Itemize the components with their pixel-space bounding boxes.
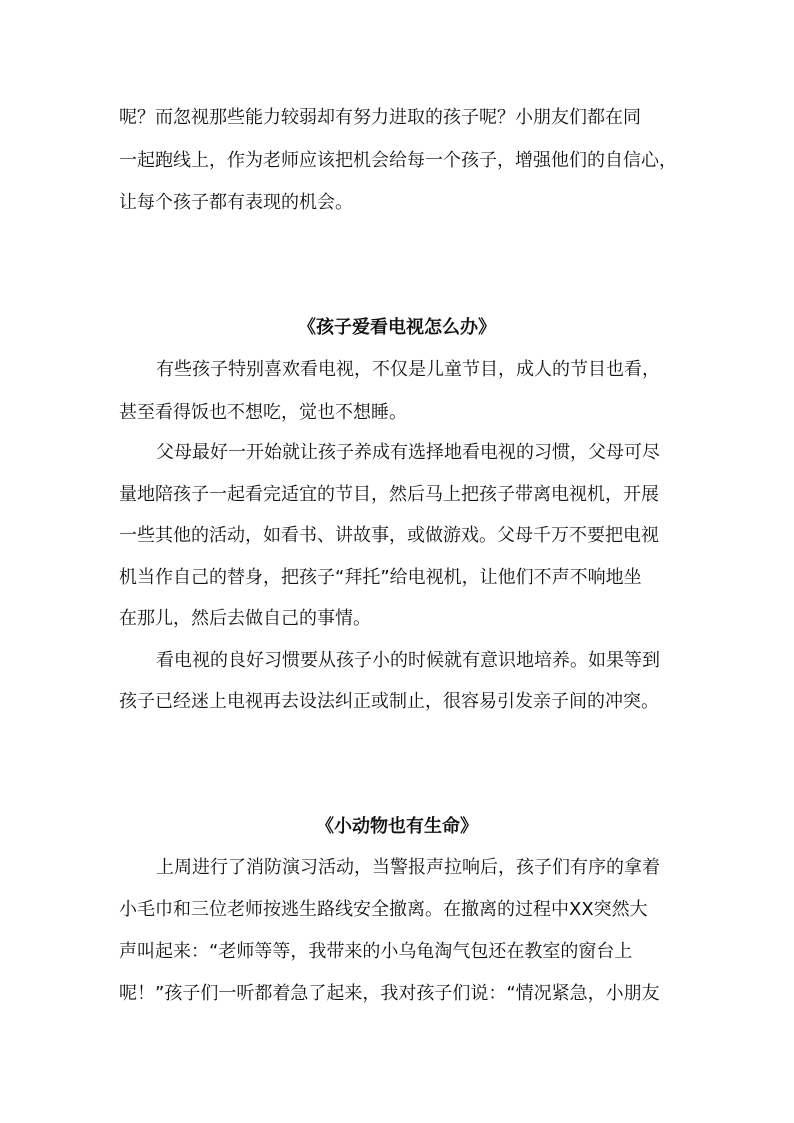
paragraph-line: 呢！”孩子们一听都着急了起来，我对孩子们说：“情况紧急，小朋友 <box>119 983 660 1004</box>
paragraph-line: 看电视的良好习惯要从孩子小的时候就有意识地培养。如果等到 <box>156 650 660 671</box>
paragraph-line: 在那儿，然后去做自己的事情。 <box>119 608 371 629</box>
paragraph-line: 量地陪孩子一起看完适宜的节目，然后马上把孩子带离电视机，开展 <box>119 484 659 505</box>
paragraph-line: 父母最好一开始就让孩子养成有选择地看电视的习惯，父母可尽 <box>156 442 660 463</box>
section-title: 《小动物也有生命》 <box>316 816 478 837</box>
paragraph-line: 让每个孩子都有表现的机会。 <box>119 192 353 213</box>
paragraph-line: 机当作自己的替身，把孩子“拜托”给电视机，让他们不声不响地坐 <box>119 567 642 588</box>
paragraph-line: 一起跑线上，作为老师应该把机会给每一个孩子，增强他们的自信心， <box>119 150 677 171</box>
paragraph-line: 声叫起来：“老师等等，我带来的小乌龟淘气包还在教室的窗台上 <box>119 941 633 962</box>
paragraph-line: 有些孩子特别喜欢看电视，不仅是儿童节目，成人的节目也看， <box>156 359 660 380</box>
section-title: 《孩子爱看电视怎么办》 <box>298 317 496 338</box>
paragraph-line: 小毛巾和三位老师按逃生路线安全撤离。在撤离的过程中XX突然大 <box>119 899 648 920</box>
paragraph-line: 甚至看得饭也不想吃，觉也不想睡。 <box>119 402 407 423</box>
paragraph-line: 孩子已经迷上电视再去设法纠正或制止，很容易引发亲子间的冲突。 <box>119 691 659 712</box>
paragraph-line: 呢？而忽视那些能力较弱却有努力进取的孩子呢？小朋友们都在同 <box>119 107 641 128</box>
paragraph-line: 上周进行了消防演习活动，当警报声拉响后，孩子们有序的拿着 <box>156 857 660 878</box>
paragraph-line: 一些其他的活动，如看书、讲故事，或做游戏。父母千万不要把电视 <box>119 525 659 546</box>
